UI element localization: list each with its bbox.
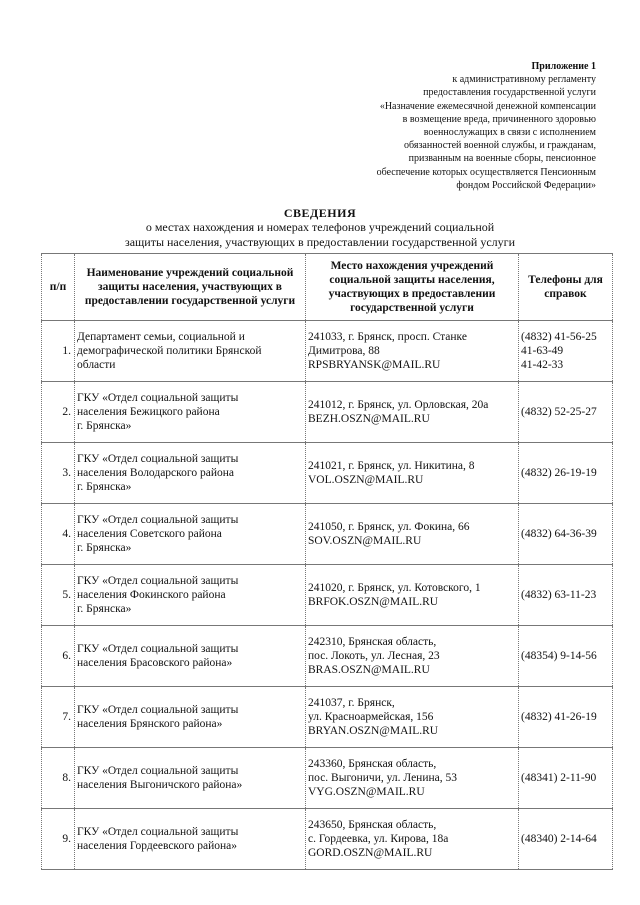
institution-name-line: г. Брянска» [77, 420, 132, 432]
cell-name [75, 443, 306, 504]
institution-name-line: населения Брянского района» [77, 718, 223, 730]
cell-address [306, 748, 519, 809]
cell-address [306, 382, 519, 443]
phone-line: (4832) 64-36-39 [521, 528, 597, 540]
document-title: СВЕДЕНИЯ [283, 206, 357, 220]
institution-name-line: населения Брасовского района» [77, 657, 233, 669]
annex-title: Приложение 1 [531, 61, 596, 72]
table-row [42, 626, 613, 687]
institution-name-line: населения Советского района [77, 528, 222, 540]
institution-name-line: населения Бежицкого района [77, 406, 220, 418]
cell-phones [519, 748, 613, 809]
cell-address [306, 504, 519, 565]
cell-phones [519, 443, 613, 504]
table-row [42, 382, 613, 443]
address-line: BRAS.OSZN@MAIL.RU [308, 664, 430, 676]
address-line: BEZH.OSZN@MAIL.RU [308, 413, 430, 425]
institution-name-line: ГКУ «Отдел социальной защиты [77, 453, 239, 465]
cell-address [306, 443, 519, 504]
address-line: ул. Красноармейская, 156 [308, 711, 434, 723]
cell-address [306, 321, 519, 382]
address-line: BRFOK.OSZN@MAIL.RU [308, 596, 439, 608]
table-row [42, 687, 613, 748]
cell-address [306, 626, 519, 687]
cell-name [75, 626, 306, 687]
annex-line: призванным на военные сборы, пенсионное [408, 153, 596, 165]
address-line: VOL.OSZN@MAIL.RU [308, 474, 424, 486]
address-line: GORD.OSZN@MAIL.RU [308, 847, 433, 859]
header-address: Место нахождения учреждений социальной защиты населения, участвующих в предоставлении государственной услуги [306, 254, 519, 321]
phone-line: (4832) 63-11-23 [521, 589, 597, 601]
subtitle-line-2: защиты населения, участвующих в предоставлении государственной услуги [124, 235, 516, 249]
row-number: 4. [42, 504, 75, 565]
phone-line: (48340) 2-14-64 [521, 833, 597, 845]
institution-name-line: ГКУ «Отдел социальной защиты [77, 765, 239, 777]
institution-name-line: ГКУ «Отдел социальной защиты [77, 392, 239, 404]
table-row [42, 443, 613, 504]
annex-line: к административному регламенту [452, 74, 596, 86]
cell-name [75, 504, 306, 565]
cell-name [75, 321, 306, 382]
cell-phones [519, 687, 613, 748]
cell-address [306, 809, 519, 870]
table-header-row [42, 254, 613, 321]
institution-name-line: г. Брянска» [77, 481, 132, 493]
institution-name-line: демографической политики Брянской [77, 345, 262, 357]
cell-phones [519, 321, 613, 382]
cell-name [75, 565, 306, 626]
address-line: 241050, г. Брянск, ул. Фокина, 66 [308, 521, 470, 533]
phone-line: (48341) 2-11-90 [521, 772, 597, 784]
address-line: Димитрова, 88 [308, 345, 380, 357]
row-number: 8. [42, 748, 75, 809]
document-subtitle [0, 220, 640, 250]
institution-name-line: населения Фокинского района [77, 589, 226, 601]
annex-line: «Назначение ежемесячной денежной компенсации [379, 100, 596, 112]
phone-line: (4832) 41-26-19 [521, 711, 597, 723]
cell-address [306, 687, 519, 748]
address-line: BRYAN.OSZN@MAIL.RU [308, 725, 439, 737]
cell-phones [519, 504, 613, 565]
address-line: 241020, г. Брянск, ул. Котовского, 1 [308, 582, 481, 594]
institution-name-line: ГКУ «Отдел социальной защиты [77, 514, 239, 526]
address-line: 241012, г. Брянск, ул. Орловская, 20а [308, 399, 489, 411]
institution-name-line: населения Выгоничского района» [77, 779, 243, 791]
phone-line: (4832) 41-56-25 [521, 331, 597, 343]
institution-name-line: ГКУ «Отдел социальной защиты [77, 643, 239, 655]
row-number: 3. [42, 443, 75, 504]
row-number: 7. [42, 687, 75, 748]
cell-phones [519, 382, 613, 443]
cell-name [75, 382, 306, 443]
cell-name [75, 687, 306, 748]
row-number: 9. [42, 809, 75, 870]
institution-name-line: области [77, 359, 116, 371]
address-line: 243360, Брянская область, [308, 758, 437, 770]
table-row [42, 504, 613, 565]
institutions-table [41, 253, 613, 870]
subtitle-line-1: о местах нахождения и номерах телефонов учреждений социальной [145, 220, 495, 234]
address-line: RPSBRYANSK@MAIL.RU [308, 359, 441, 371]
annex-line: фондом Российской Федерации» [456, 179, 596, 191]
address-line: SOV.OSZN@MAIL.RU [308, 535, 422, 547]
table-row [42, 565, 613, 626]
address-line: VYG.OSZN@MAIL.RU [308, 786, 425, 798]
institution-name-line: населения Володарского района [77, 467, 234, 479]
table-row [42, 321, 613, 382]
phone-line: (4832) 52-25-27 [521, 406, 597, 418]
header-phones: Телефоны для справок [519, 254, 613, 321]
annex-line: обеспечение которых осуществляется Пенсионным [376, 166, 596, 178]
annex-line: предоставления государственной услуги [423, 87, 596, 99]
header-name: Наименование учреждений социальной защиты населения, участвующих в предоставлении государственной услуги [75, 254, 306, 321]
table-row [42, 809, 613, 870]
institution-name-line: ГКУ «Отдел социальной защиты [77, 704, 239, 716]
address-line: пос. Выгоничи, ул. Ленина, 53 [308, 772, 457, 784]
row-number: 1. [42, 321, 75, 382]
row-number: 2. [42, 382, 75, 443]
cell-name [75, 809, 306, 870]
address-line: 241021, г. Брянск, ул. Никитина, 8 [308, 460, 475, 472]
institution-name-line: г. Брянска» [77, 542, 132, 554]
row-number: 6. [42, 626, 75, 687]
row-number: 5. [42, 565, 75, 626]
cell-address [306, 565, 519, 626]
cell-phones [519, 809, 613, 870]
cell-phones [519, 565, 613, 626]
annex-line: обязанностей военной службы, и гражданам, [404, 140, 596, 152]
address-line: 242310, Брянская область, [308, 636, 437, 648]
cell-phones [519, 626, 613, 687]
phone-line: 41-63-49 [521, 345, 564, 357]
address-line: пос. Локоть, ул. Лесная, 23 [308, 650, 440, 662]
annex-line: военнослужащих в связи с исполнением [423, 127, 596, 139]
address-line: 241037, г. Брянск, [308, 697, 395, 709]
phone-line: (48354) 9-14-56 [521, 650, 597, 662]
institution-name-line: Департамент семьи, социальной и [77, 331, 245, 343]
phone-line: 41-42-33 [521, 359, 564, 371]
address-line: 241033, г. Брянск, просп. Станке [308, 331, 467, 343]
annex-line: в возмещение вреда, причиненного здоровью [402, 113, 596, 125]
address-line: с. Гордеевка, ул. Кирова, 18а [308, 833, 449, 845]
address-line: 243650, Брянская область, [308, 819, 437, 831]
institution-name-line: населения Гордеевского района» [77, 840, 238, 852]
institution-name-line: ГКУ «Отдел социальной защиты [77, 826, 239, 838]
header-num: п/п [42, 254, 75, 321]
table-body [42, 321, 613, 870]
annex-block [296, 60, 596, 192]
institution-name-line: ГКУ «Отдел социальной защиты [77, 575, 239, 587]
table-row [42, 748, 613, 809]
institution-name-line: г. Брянска» [77, 603, 132, 615]
cell-name [75, 748, 306, 809]
phone-line: (4832) 26-19-19 [521, 467, 597, 479]
